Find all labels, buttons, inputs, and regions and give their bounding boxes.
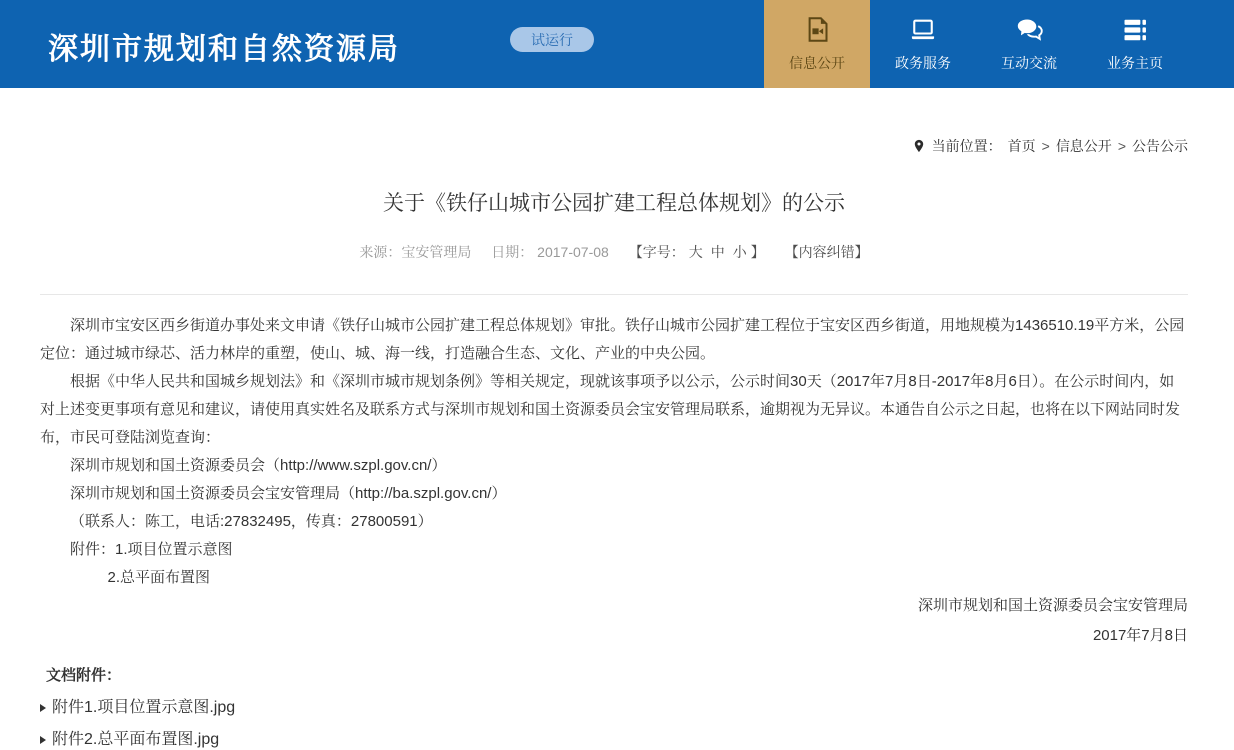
fontsize-control (629, 244, 765, 260)
breadcrumb-home[interactable]: 首页 (1007, 138, 1036, 154)
article-meta (40, 242, 1188, 262)
header-nav (764, 0, 1188, 88)
signature-date: 2017年7月8日 (1092, 627, 1188, 644)
triangle-bullet-icon (40, 736, 46, 744)
annex-line-1: 附件：1.项目位置示意图 (70, 541, 233, 558)
fontsize-medium-button[interactable]: 中 (710, 244, 725, 260)
paragraph: 根据《中华人民共和国城乡规划法》和《深圳市城市规划条例》等相关规定，现就该事项予以公示，公示时间30天（2017年7月8日-2017年8月6日）。在公示时间内，如对上述变更事项有意见和建议，请使用真实姓名及联系方式与深圳市规划和国土资源委员会宝安管理局联系，逾期视为无异议。本通告自公示之日起，也将在以下网站同时发布，市民可登陆浏览查询： (40, 373, 1181, 446)
document-attachments (40, 666, 1188, 750)
nav-item-label: 信息公开 (789, 55, 845, 71)
nav-item-interaction[interactable] (976, 0, 1082, 88)
triangle-bullet-icon (40, 704, 46, 712)
site-header (0, 0, 1234, 88)
breadcrumb-public-notices[interactable]: 公告公示 (1132, 138, 1188, 154)
breadcrumb (40, 136, 1188, 156)
nav-item-label: 政务服务 (895, 55, 951, 71)
fontsize-open: 【字号： (628, 244, 685, 260)
server-stack-icon (1121, 15, 1149, 44)
article-body (40, 312, 1188, 650)
chat-bubbles-icon (1015, 15, 1044, 44)
article-source: 来源：宝安管理局 (359, 244, 472, 260)
attachment-link-label: 附件1.项目位置示意图.jpg (52, 699, 236, 716)
attachment-link-2[interactable] (40, 730, 1188, 750)
nav-item-information-disclosure[interactable] (764, 0, 870, 88)
document-camera-icon (804, 15, 831, 44)
breadcrumb-information-disclosure[interactable]: 信息公开 (1055, 138, 1112, 154)
main-content (0, 136, 1234, 750)
fontsize-close: 】 (750, 244, 765, 260)
nav-item-label: 业务主页 (1107, 55, 1163, 71)
location-pin-icon (912, 139, 926, 153)
website-line-baoan: 深圳市规划和国土资源委员会宝安管理局（http://ba.szpl.gov.cn/） (70, 485, 507, 502)
signature-org: 深圳市规划和国土资源委员会宝安管理局 (917, 597, 1188, 614)
laptop-icon (909, 15, 937, 44)
fontsize-large-button[interactable]: 大 (688, 244, 703, 260)
divider (40, 294, 1188, 295)
signature-block (40, 592, 1188, 650)
trial-run-badge: 试运行 (510, 27, 594, 52)
breadcrumb-separator: > (1041, 138, 1050, 154)
nav-item-business-homepage[interactable] (1082, 0, 1188, 88)
breadcrumb-separator: > (1117, 138, 1126, 154)
attachments-heading: 文档附件： (46, 667, 122, 684)
article-date: 日期： 2017-07-08 (491, 244, 609, 260)
page-title: 关于《铁仔山城市公园扩建工程总体规划》的公示 (383, 192, 845, 215)
content-correction-link[interactable]: 【内容纠错】 (784, 244, 869, 260)
annex-line-2: 2.总平面布置图 (107, 569, 211, 586)
contact-line: （联系人：陈工，电话:27832495，传真：27800591） (70, 513, 433, 530)
fontsize-small-button[interactable]: 小 (732, 244, 747, 260)
attachment-link-1[interactable] (40, 698, 1188, 718)
nav-item-label: 互动交流 (1001, 55, 1057, 71)
site-title[interactable]: 深圳市规划和自然资源局 (48, 33, 400, 66)
website-line-szpl: 深圳市规划和国土资源委员会（http://www.szpl.gov.cn/） (70, 457, 447, 474)
nav-item-government-services[interactable] (870, 0, 976, 88)
paragraph: 深圳市宝安区西乡街道办事处来文申请《铁仔山城市公园扩建工程总体规划》审批。铁仔山城市公园扩建工程位于宝安区西乡街道，用地规模为1436510.19平方米，公园定位：通过城市绿芯、活力林岸的重塑，使山、城、海一线，打造融合生态、文化、产业的中央公园。 (40, 317, 1185, 362)
attachment-link-label: 附件2.总平面布置图.jpg (52, 731, 220, 748)
breadcrumb-prefix: 当前位置： (931, 138, 1002, 154)
